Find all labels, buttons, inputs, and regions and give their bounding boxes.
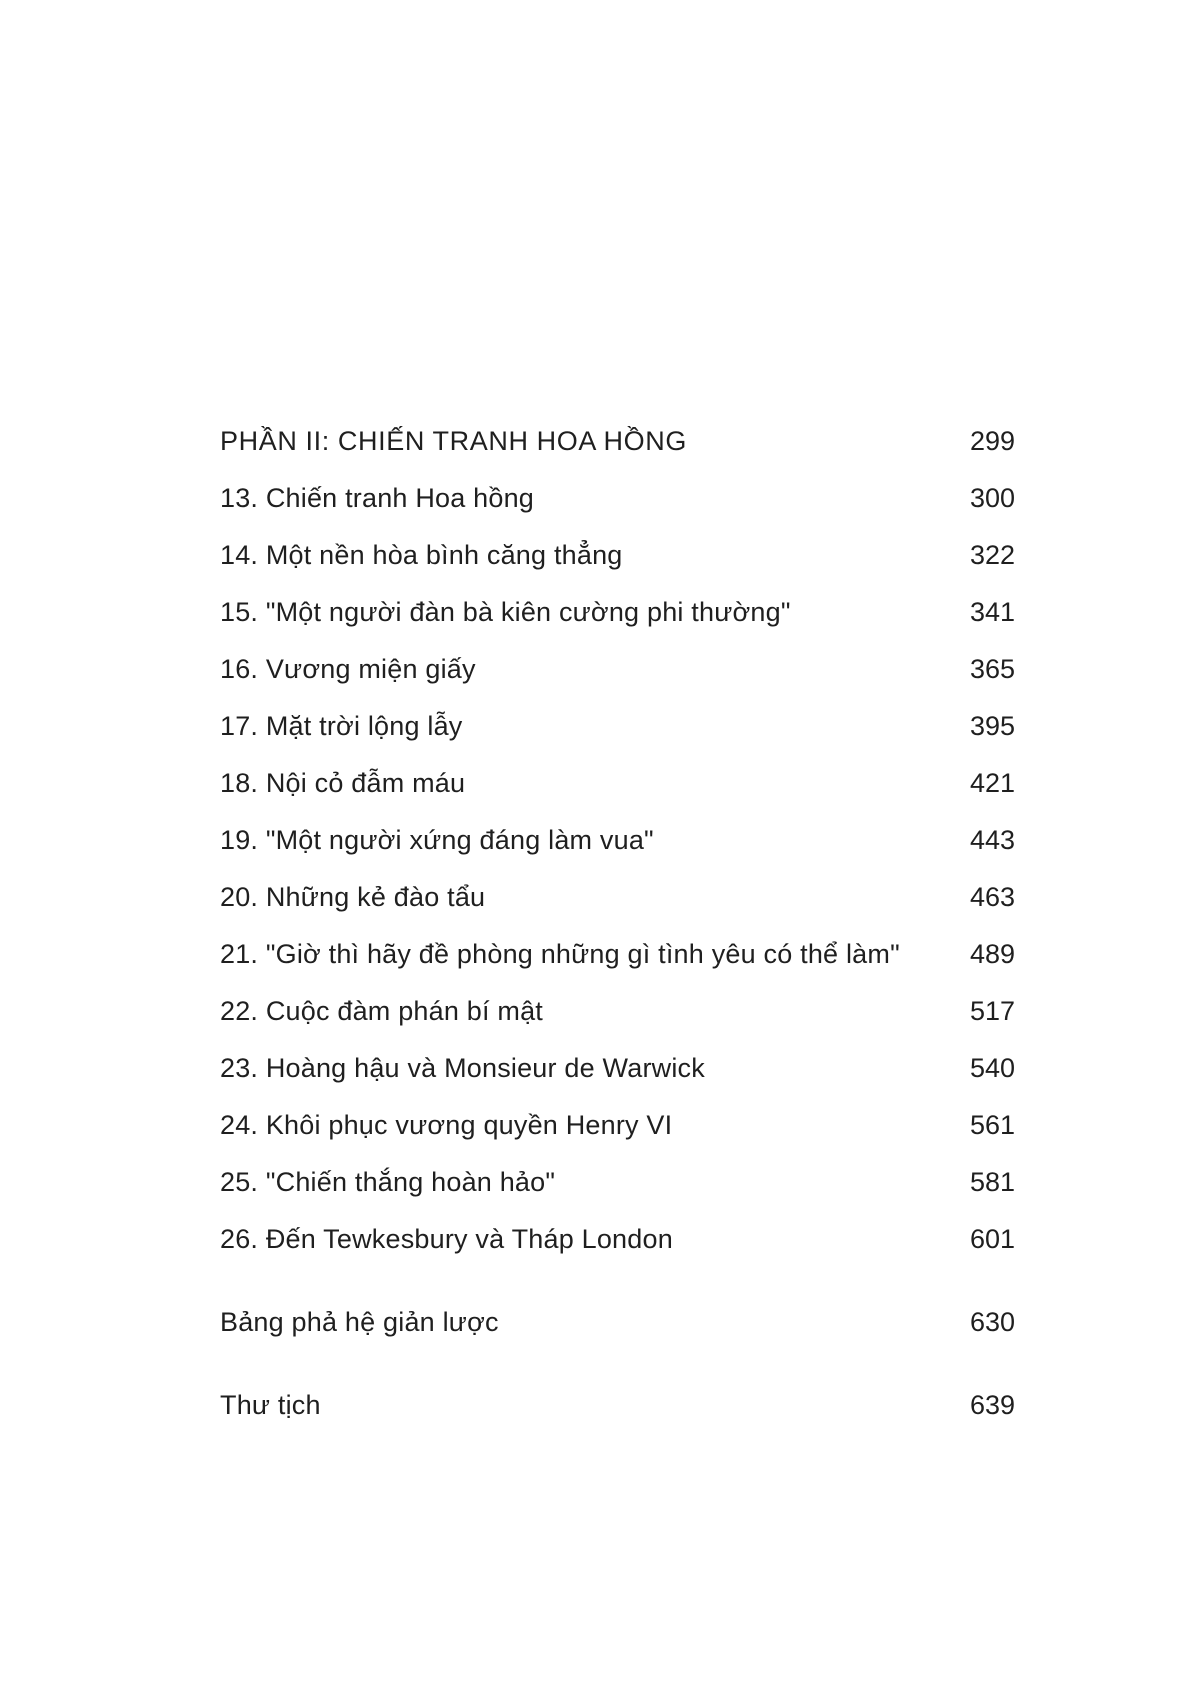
toc-entry-page: 421: [969, 768, 1015, 798]
toc-entry-label: 19. "Một người xứng đáng làm vua": [220, 825, 654, 855]
toc-entry-label: 22. Cuộc đàm phán bí mật: [220, 996, 543, 1026]
toc-entry-page: 540: [969, 1053, 1015, 1083]
toc-entry-label: 21. "Giờ thì hãy đề phòng những gì tình yêu có thể làm": [220, 939, 900, 969]
toc-entry-label: Bảng phả hệ giản lược: [220, 1307, 499, 1337]
toc-entry: [220, 998, 1015, 1025]
toc-entry: [220, 770, 1015, 797]
toc-entry-label: 17. Mặt trời lộng lẫy: [220, 711, 463, 741]
toc-entry: [220, 1055, 1015, 1082]
toc-entry: [220, 941, 1015, 968]
toc-entry-page: 300: [969, 483, 1015, 513]
toc-entry: [220, 542, 1015, 569]
toc-entry: [220, 485, 1015, 512]
toc-entry-label: 18. Nội cỏ đẫm máu: [220, 768, 466, 798]
toc-entry: [220, 1169, 1015, 1196]
toc-part-page: 299: [969, 426, 1015, 456]
toc-back-matter-entry: [220, 1392, 1015, 1419]
toc-entry: [220, 1226, 1015, 1253]
toc-entry-page: 443: [969, 825, 1015, 855]
toc-entry-page: 581: [969, 1167, 1015, 1197]
toc-entry-label: 24. Khôi phục vương quyền Henry VI: [220, 1110, 673, 1140]
toc-entry-label: 15. "Một người đàn bà kiên cường phi thường": [220, 597, 791, 627]
table-of-contents: [220, 428, 1015, 1449]
toc-entry-page: 365: [969, 654, 1015, 684]
toc-entry-page: 463: [969, 882, 1015, 912]
toc-entry-page: 601: [969, 1224, 1015, 1254]
toc-entry: [220, 827, 1015, 854]
toc-part-header: [220, 428, 1015, 455]
toc-entry-page: 561: [969, 1110, 1015, 1140]
toc-entry-page: 630: [969, 1307, 1015, 1337]
toc-entry-label: 14. Một nền hòa bình căng thẳng: [220, 540, 623, 570]
toc-entry-label: 25. "Chiến thắng hoàn hảo": [220, 1167, 556, 1197]
toc-entry-label: 26. Đến Tewkesbury và Tháp London: [220, 1224, 673, 1254]
toc-entry-label: 20. Những kẻ đào tẩu: [220, 882, 486, 912]
toc-entry-label: 13. Chiến tranh Hoa hồng: [220, 483, 535, 513]
toc-entry-page: 517: [969, 996, 1015, 1026]
toc-entry: [220, 599, 1015, 626]
toc-entry: [220, 656, 1015, 683]
toc-entry-page: 639: [969, 1390, 1015, 1420]
toc-entry-page: 341: [969, 597, 1015, 627]
toc-entry-label: 16. Vương miện giấy: [220, 654, 476, 684]
toc-entry: [220, 1112, 1015, 1139]
toc-part-label: PHẦN II: CHIẾN TRANH HOA HỒNG: [220, 426, 687, 456]
toc-entry-page: 489: [969, 939, 1015, 969]
toc-entry-page: 322: [969, 540, 1015, 570]
toc-entry: [220, 713, 1015, 740]
toc-back-matter-entry: [220, 1309, 1015, 1336]
toc-entry-page: 395: [969, 711, 1015, 741]
toc-entry-label: Thư tịch: [220, 1390, 321, 1420]
toc-entry: [220, 884, 1015, 911]
toc-entry-label: 23. Hoàng hậu và Monsieur de Warwick: [220, 1053, 705, 1083]
